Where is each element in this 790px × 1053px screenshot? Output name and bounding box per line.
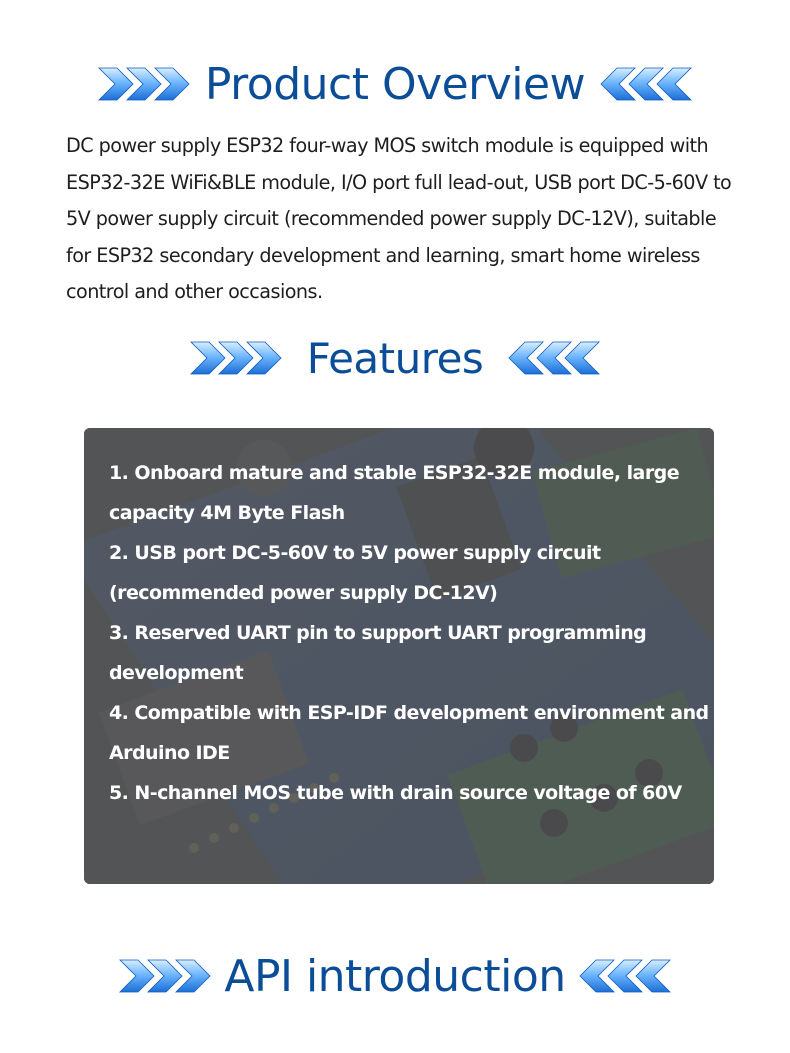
- features-title: Features: [306, 333, 484, 383]
- triple-chevron-left-icon: [505, 338, 601, 378]
- api-introduction-heading: [0, 944, 790, 1008]
- features-heading: [0, 326, 790, 390]
- list-item: 4. Compatible with ESP-IDF development environment and Arduino IDE: [109, 702, 709, 764]
- triple-chevron-right-icon: [189, 338, 285, 378]
- features-panel: [84, 428, 714, 884]
- triple-chevron-left-icon: [576, 956, 672, 996]
- triple-chevron-left-icon: [597, 64, 693, 104]
- list-item: 3. Reserved UART pin to support UART programming development: [109, 622, 647, 684]
- product-overview-text: DC power supply ESP32 four-way MOS switch module is equipped with ESP32-32E WiFi&BLE module, I/O port full lead-out, USB port DC-5-60V to 5V power supply circuit (recommended power supply DC-12V), suitable for ESP32 secondary development and learning, smart home wireless control and other occasions.: [66, 134, 732, 303]
- list-item: 5. N-channel MOS tube with drain source voltage of 60V: [109, 782, 682, 804]
- features-list: [109, 453, 709, 813]
- list-item: 1. Onboard mature and stable ESP32-32E module, large capacity 4M Byte Flash: [109, 462, 680, 524]
- list-item: 2. USB port DC-5-60V to 5V power supply circuit (recommended power supply DC-12V): [109, 542, 601, 604]
- triple-chevron-right-icon: [97, 64, 193, 104]
- triple-chevron-right-icon: [118, 956, 214, 996]
- api-introduction-title: API introduction: [224, 950, 566, 1002]
- product-overview-heading: [0, 52, 790, 116]
- product-overview-title: Product Overview: [204, 58, 586, 110]
